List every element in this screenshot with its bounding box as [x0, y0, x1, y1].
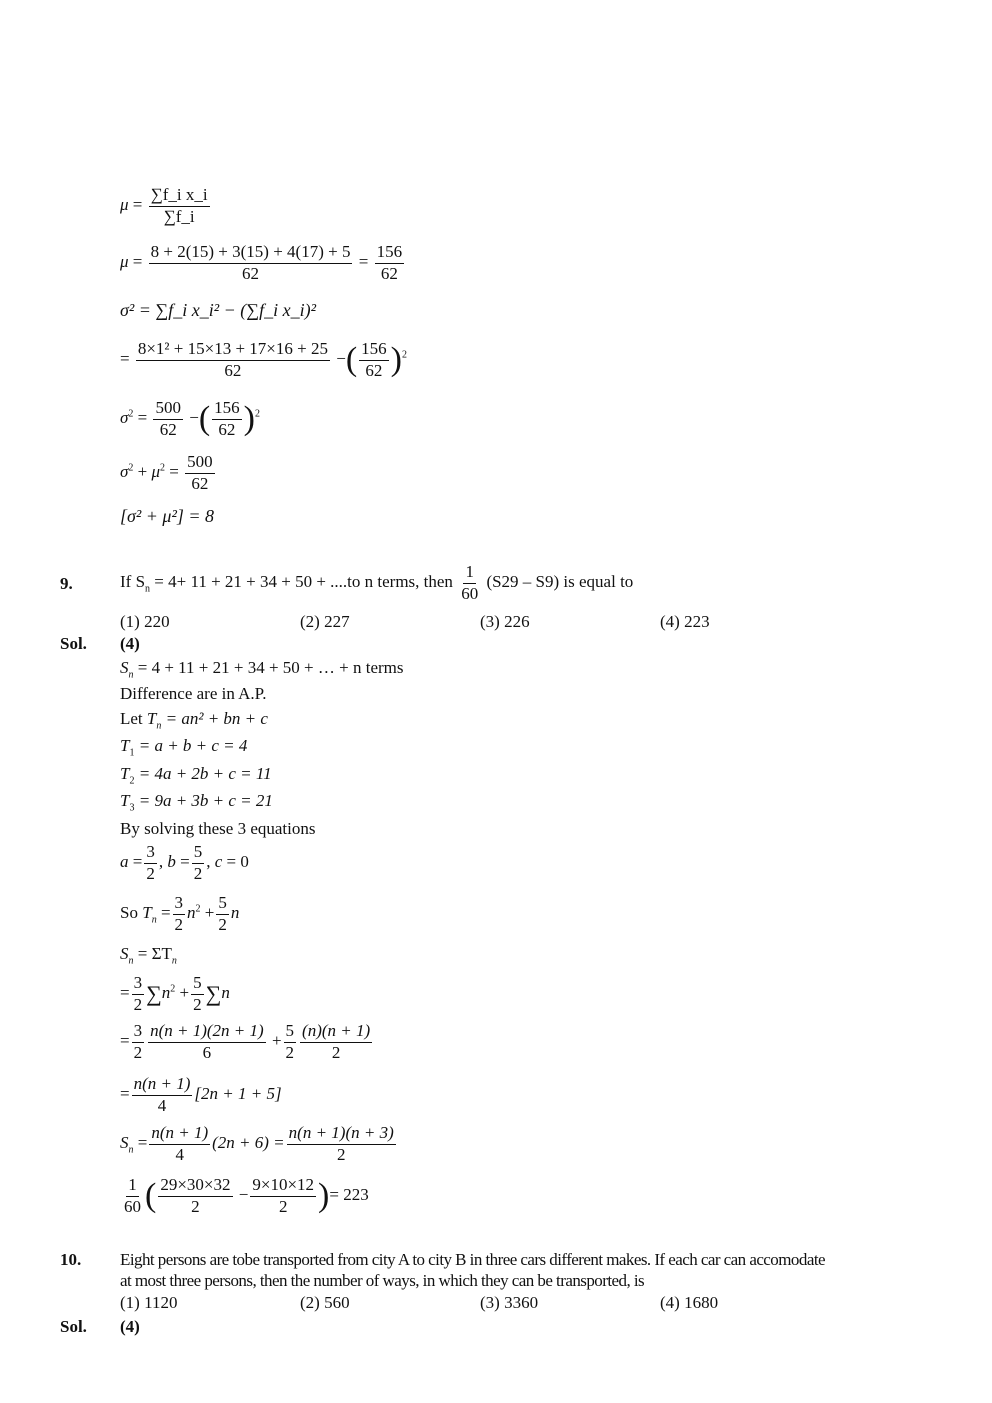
- sn-series-text: = 4 + 11 + 21 + 34 + 50 + … + n terms: [137, 658, 404, 677]
- var-val-sq-numerator: 156: [212, 399, 242, 420]
- split-c2-den: 2: [193, 994, 202, 1014]
- final-pre-num: 1: [126, 1176, 139, 1197]
- tn-final: So $T_n$ = $\frac{3}{2}$ $n^2$ + $\frac{5}{2}$ n: [120, 893, 240, 934]
- tn-general: Let $T_n = an^2$ + bn + c: [120, 709, 268, 732]
- sum-numerator: 500: [185, 453, 215, 474]
- let-word: Let: [120, 709, 143, 728]
- simp-num: n(n + 1): [132, 1075, 193, 1096]
- solving-note: By solving these 3 equations: [120, 819, 316, 838]
- mu-definition: μ = $\frac{\text{∑f\_i x\_i}}{\sum f\_i}$: [120, 185, 208, 226]
- sn-closed-form: $S_n$ = $\frac{n(n + 1)}{4}$ (2n + 6) = $\frac{n(n + 1)(n + 3)}{2}$: [120, 1123, 394, 1164]
- q9-question: If $S_n = 4+ 11 + 21 + 34 + 50 + ....to$ n terms, then $\frac{1}{60}$ (S29 – S9) is equal to: [120, 562, 634, 603]
- final-computation: $\frac{1}{60}$ ( $\frac{29\times 30\times 32}{2}$ − $\frac{9\times 10\times 12}{2}$ )= 223: [124, 1175, 369, 1216]
- variance-value: $\sigma^2$ = $\frac{500}{62}$ −( $\frac{156}{62}$ )$^2$: [120, 398, 260, 439]
- abc-values: a = $\frac{3}{2}$ , b = $\frac{5}{2}$ , c = 0: [120, 842, 249, 883]
- sn-sigma-tn: $S_n = \Sigma T_n$: [120, 944, 177, 967]
- q10-option-1: (1) 1120: [120, 1293, 178, 1312]
- t3-equation: $T_3 = 9a + 3b + c = 21$: [120, 791, 273, 814]
- mu-def-numerator: ∑f_i x_i: [149, 186, 210, 207]
- closed-den: 4: [175, 1144, 184, 1164]
- c-val: 0: [240, 852, 249, 872]
- closed-rhs-den: 2: [336, 1144, 346, 1164]
- sigma-mu-sum: $\sigma^2 + \mu^2$ = $\frac{500}{62}$: [120, 452, 213, 493]
- tn-n2-den: 2: [174, 914, 184, 934]
- mu-value: μ = $\frac{8 + 2(15) + 3(15) + 4(17) + 5}{62}$ = $\frac{156}{62}$: [120, 242, 403, 283]
- sub-c1-den: 2: [133, 1042, 143, 1062]
- simp-bracket: [2n + 1 + 5]: [194, 1084, 282, 1104]
- b-num: 5: [192, 843, 205, 864]
- final-t1-num: 29×30×32: [158, 1176, 232, 1197]
- sub-f1-den: 6: [202, 1042, 212, 1062]
- var-val-sq-denominator: 62: [218, 419, 236, 439]
- sub-c2-den: 2: [285, 1042, 295, 1062]
- var-exp-sq-denominator: 62: [365, 360, 383, 380]
- tn-n-den: 2: [218, 914, 227, 934]
- q10-number: 10.: [60, 1250, 82, 1269]
- q10-answer: (4): [120, 1317, 140, 1336]
- tn-n-num: 5: [216, 894, 229, 915]
- q10-text-line1: Eight persons are tobe transported from city A to city B in three cars different makes. If each car can accomodate: [120, 1250, 825, 1269]
- final-result: = 223: [329, 1185, 369, 1205]
- mu-rhs-denominator: 62: [380, 263, 398, 283]
- floor-result: [σ² + μ²] = 8: [120, 506, 215, 526]
- q10-option-4: (4) 1680: [660, 1293, 719, 1312]
- q9-text-mid: = 4+ 11 + 21 + 34 + 50 + ....to n terms, then: [150, 572, 458, 592]
- mu-def-denominator: ∑f_i: [163, 206, 195, 226]
- so-word: So: [120, 903, 138, 923]
- final-pre-den: 60: [124, 1196, 141, 1216]
- t2-expr: = 4a + 2b + c = 11: [138, 764, 272, 783]
- sn-sum-text: = ΣT: [137, 944, 172, 963]
- mu-val-numerator: 8 + 2(15) + 3(15) + 4(17) + 5: [149, 243, 353, 264]
- a-num: 3: [144, 843, 157, 864]
- final-t2-num: 9×10×12: [250, 1176, 316, 1197]
- q10-text-line2: at most three persons, then the number of ways, in which they can be transported, is: [120, 1271, 645, 1290]
- formula-substitution: = $\frac{3}{2}$ $\frac{n(n + 1)(2n + 1)}{6}$ + $\frac{5}{2}$ $\frac{(n)(n + 1)}{2}$: [120, 1021, 371, 1062]
- q9-option-2: (2) 227: [300, 612, 350, 631]
- closed-rhs-num: n(n + 1)(n + 3): [287, 1124, 396, 1145]
- variance-definition: σ² = ∑f_i x_i² − (∑f_i x_i)²: [120, 300, 316, 320]
- q9-frac-den: 60: [461, 583, 479, 603]
- q10-sol-label: Sol.: [60, 1317, 87, 1336]
- simplified-form: = $\frac{n(n + 1)}{4}$ [2n + 1 + 5]: [120, 1074, 282, 1115]
- var-exp-sq-numerator: 156: [359, 340, 389, 361]
- t1-equation: $T_1 = a + b + c = 4$: [120, 736, 248, 759]
- mu-val-denominator: 62: [242, 263, 260, 283]
- difference-note: Difference are in A.P.: [120, 684, 267, 703]
- split-c2-num: 5: [191, 974, 204, 995]
- var-exp-numerator: 8×1² + 15×13 + 17×16 + 25: [136, 340, 330, 361]
- var-val-numerator: 500: [153, 399, 183, 420]
- sum-split: = $\frac{3}{2}$ $\sum n^2$ + $\frac{5}{2}$ ∑n: [120, 973, 230, 1014]
- a-den: 2: [146, 863, 155, 883]
- final-t1-den: 2: [191, 1196, 200, 1216]
- tn-general-expr: = an² + bn + c: [165, 709, 268, 728]
- t1-expr: = a + b + c = 4: [138, 736, 248, 755]
- closed-num: n(n + 1): [149, 1124, 210, 1145]
- closed-factor: (2n + 6) =: [212, 1133, 285, 1153]
- var-exp-denominator: 62: [224, 360, 242, 380]
- sub-f2-den: 2: [331, 1042, 341, 1062]
- tn-n2-num: 3: [173, 894, 186, 915]
- split-c1-den: 2: [133, 994, 143, 1014]
- q9-option-4: (4) 223: [660, 612, 710, 631]
- q9-text-prefix: If S: [120, 572, 146, 592]
- sum-denominator: 62: [191, 473, 209, 493]
- q10-option-3: (3) 3360: [480, 1293, 539, 1312]
- sn-series: $S_n = 4 + 11 + 21 + 34 + 50$ + … + n terms: [120, 658, 404, 681]
- q9-option-3: (3) 226: [480, 612, 530, 631]
- sub-f1-num: n(n + 1)(2n + 1): [148, 1022, 266, 1043]
- sub-f2-num: (n)(n + 1): [300, 1022, 372, 1043]
- q9-number: 9.: [60, 574, 73, 593]
- q10-option-2: (2) 560: [300, 1293, 350, 1312]
- sub-c1-num: 3: [132, 1022, 145, 1043]
- q9-frac-num: 1: [463, 563, 476, 584]
- t3-expr: = 9a + 3b + c = 21: [138, 791, 273, 810]
- q9-text-suffix: (S29 – S9) is equal to: [486, 572, 634, 592]
- t2-equation: $T_2 = 4a + 2b + c = 11$: [120, 764, 272, 787]
- q9-answer: (4): [120, 634, 140, 653]
- split-c1-num: 3: [132, 974, 145, 995]
- mu-rhs-numerator: 156: [375, 243, 405, 264]
- sub-c2-num: 5: [284, 1022, 297, 1043]
- q9-option-1: (1) 220: [120, 612, 170, 631]
- variance-expansion: = $\frac{\text{8×1² + 15×13 + 17×16 + 25}}{62}$ −( $\frac{156}{62}$ )$^2$: [120, 339, 407, 380]
- var-val-denominator: 62: [159, 419, 177, 439]
- final-t2-den: 2: [278, 1196, 288, 1216]
- q9-sol-label: Sol.: [60, 634, 87, 653]
- b-den: 2: [193, 863, 203, 883]
- simp-den: 4: [157, 1095, 167, 1115]
